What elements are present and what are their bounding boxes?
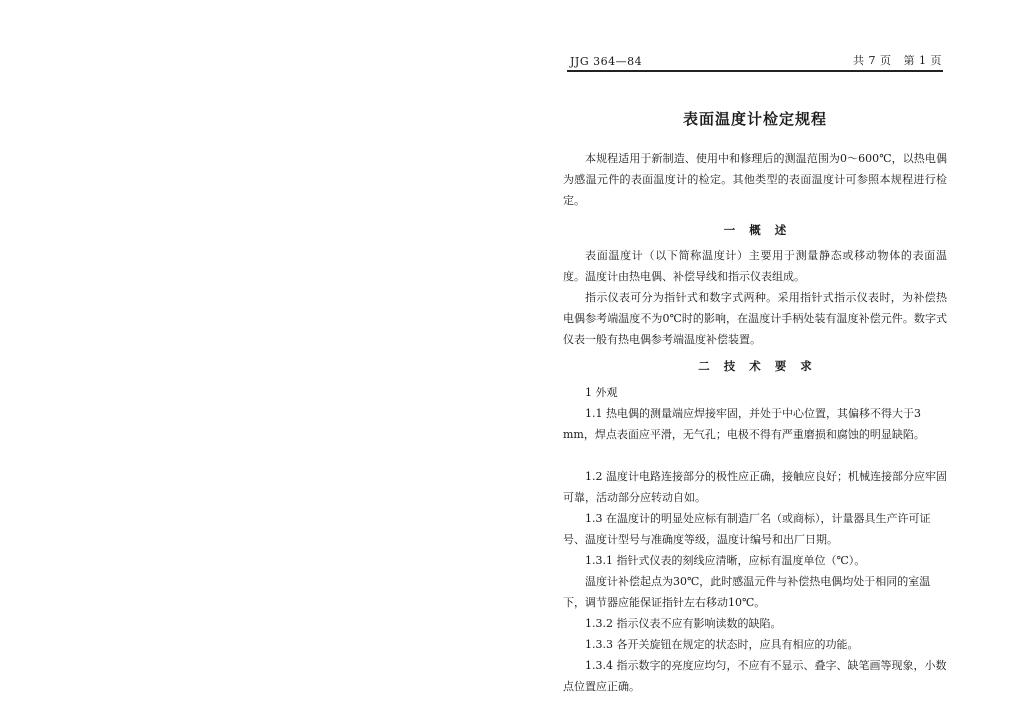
overview-paragraph-1: 表面温度计（以下简称温度计）主要用于测量静态或移动物体的表面温度。温度计由热电偶、补偿导线和指示仪表组成。 <box>563 249 947 283</box>
clause-1-3-2: 1.3.2 指示仪表不应有影响读数的缺陷。 <box>585 617 782 630</box>
page-number: 第 1 页 <box>903 54 942 67</box>
clause-1-1: 1.1 热电偶的测量端应焊接牢固，并处于中心位置，其偏移不得大于3 mm，焊点表面应平滑，无气孔；电极不得有严重磨损和腐蚀的明显缺陷。 <box>563 407 925 441</box>
overview-paragraph-2: 指示仪表可分为指针式和数字式两种。采用指针式指示仪表时，为补偿热电偶参考端温度不为0℃时的影响，在温度计手柄处装有温度补偿元件。数字式仪表一般有热电偶参考端温度补偿装置。 <box>563 291 947 346</box>
header-rule <box>567 70 943 72</box>
page-header <box>570 52 942 68</box>
clause-1: 1 外观 <box>585 386 618 399</box>
clause-1-3-3: 1.3.3 各开关旋钮在规定的状态时，应具有相应的功能。 <box>585 638 859 651</box>
document-title: 表面温度计检定规程 <box>682 110 827 128</box>
clause-1-2: 1.2 温度计电路连接部分的极性应正确，接触应良好；机械连接部分应牢固可靠，活动部分应转动自如。 <box>563 470 947 504</box>
standard-code: JJG 364—84 <box>570 55 643 68</box>
section-heading-overview: 一 概 述 <box>723 223 787 237</box>
section-heading-requirements: 二 技 术 要 求 <box>698 359 812 373</box>
clause-1-3-4: 1.3.4 指示数字的亮度应均匀，不应有不显示、叠字、缺笔画等现象，小数点位置应正确。 <box>563 659 947 693</box>
clause-1-3-1: 1.3.1 指针式仪表的刻线应清晰，应标有温度单位（℃）。 <box>585 554 866 567</box>
total-pages: 共 7 页 <box>853 54 892 67</box>
page-count <box>845 52 942 68</box>
document-page <box>555 40 955 710</box>
clause-1-3: 1.3 在温度计的明显处应标有制造厂名（或商标），计量器具生产许可证号、温度计型号与准确度等级，温度计编号和出厂日期。 <box>563 512 931 546</box>
clause-1-3-1-detail: 温度计补偿起点为30℃，此时感温元件与补偿热电偶均处于相同的室温下，调节器应能保证指针左右移动10℃。 <box>563 575 931 609</box>
intro-paragraph: 本规程适用于新制造、使用中和修理后的测温范围为0～600℃，以热电偶为感温元件的表面温度计的检定。其他类型的表面温度计可参照本规程进行检定。 <box>563 152 947 207</box>
